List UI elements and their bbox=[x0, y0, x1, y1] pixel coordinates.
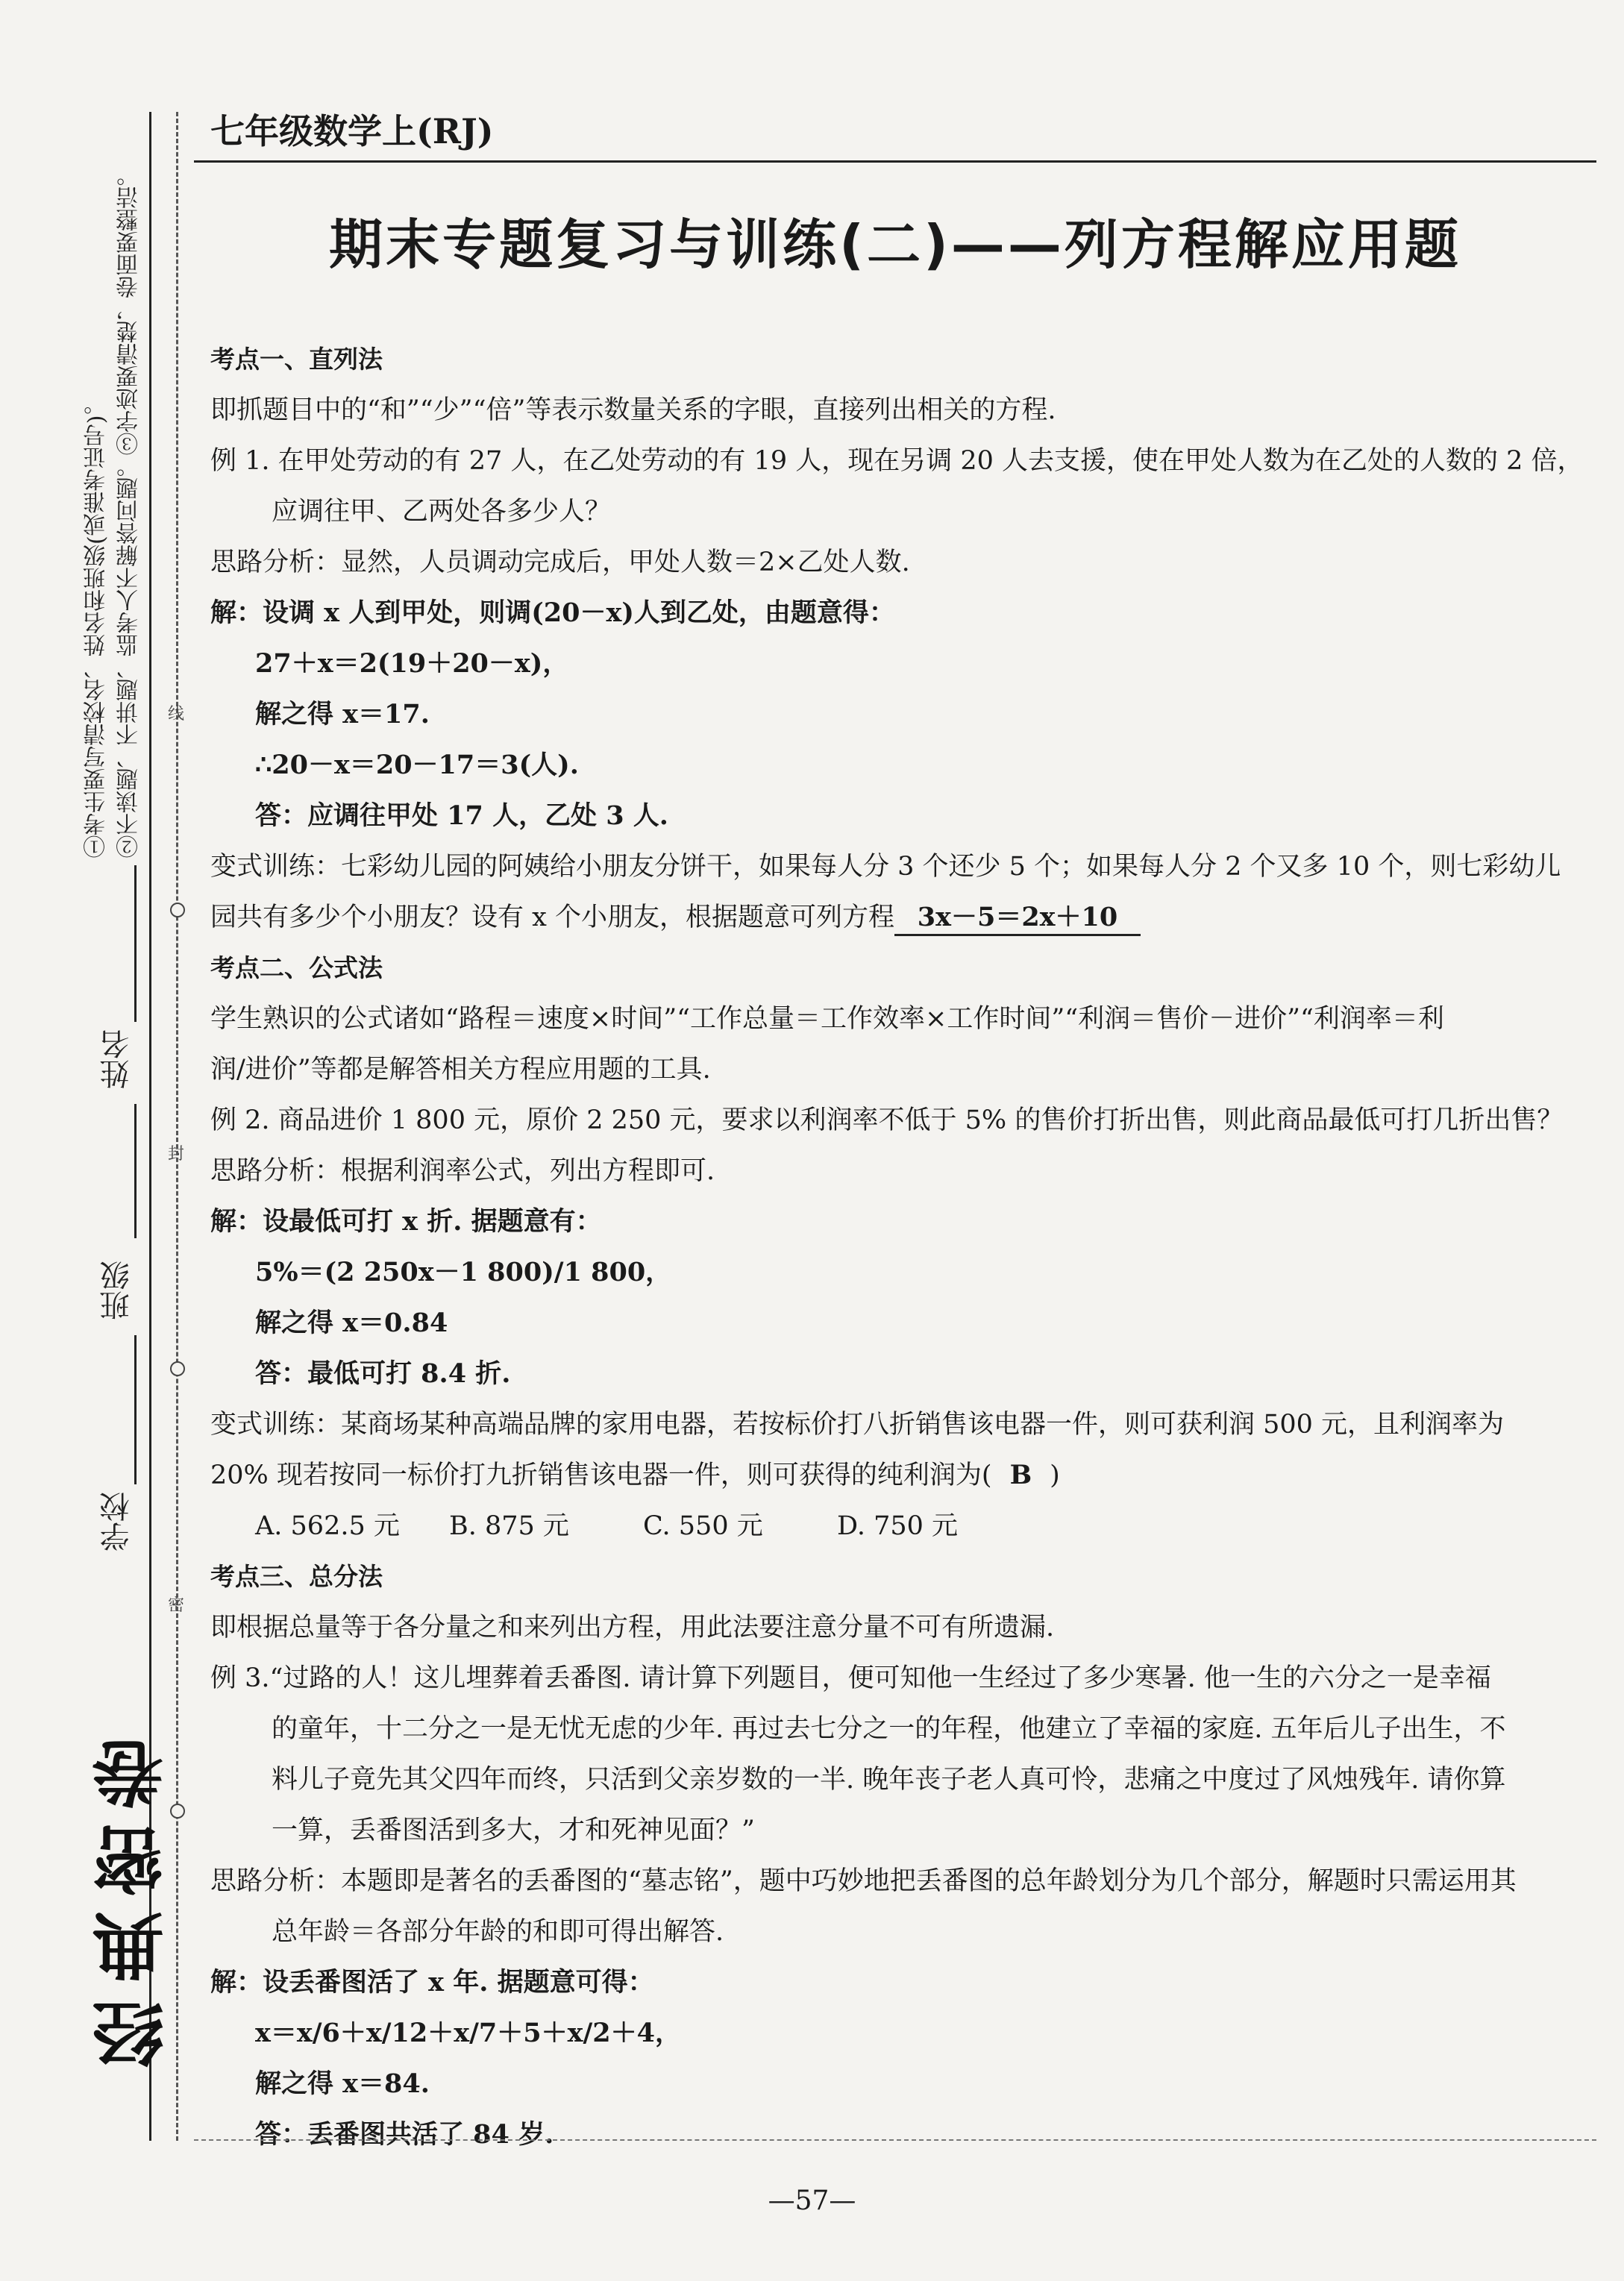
marker-mi: 密 bbox=[168, 1596, 185, 1615]
section-heading: 考点一、直列法 bbox=[210, 345, 383, 374]
text-line: 例 3.“过路的人！这儿埋葬着丢番图. 请计算下列题目，便可知他一生经过了多少寒暑. 他一生的六分之一是幸福 bbox=[210, 1663, 1491, 1693]
text-line: 解：设丢番图活了 x 年. 据题意可得： bbox=[210, 1967, 654, 1998]
brand-logo-text: 经典密卷 bbox=[91, 1723, 175, 2069]
text-line: 的童年，十二分之一是无忧无虑的少年. 再过去七分之一的年程，他建立了幸福的家庭. 五年后儿子出生，不 bbox=[272, 1714, 1506, 1744]
binding-dot bbox=[170, 1361, 185, 1376]
choice-answer: B bbox=[1009, 1460, 1032, 1490]
exam-notice-1: ①考生要写清校名、姓名和班级(或准考证号)。 bbox=[84, 392, 110, 858]
answer-choices bbox=[210, 1501, 1590, 1551]
text-line: 5%＝(2 250x－1 800)/1 800， bbox=[255, 1257, 672, 1287]
choice-option: B. 875 元 bbox=[449, 1511, 569, 1541]
class-label: 班级 bbox=[100, 1261, 134, 1320]
name-field-line bbox=[134, 865, 137, 1022]
text-line: 解之得 x＝0.84 bbox=[255, 1308, 448, 1338]
marker-xian: 线 bbox=[168, 705, 185, 724]
text-line: 思路分析：本题即是著名的丢番图的“墓志铭”，题中巧妙地把丢番图的总年龄划分为几个部分，解题时只需运用其 bbox=[210, 1866, 1517, 1896]
text-line-with-blank bbox=[210, 892, 1590, 943]
page-number: —57— bbox=[768, 2186, 856, 2216]
text-line: 变式训练：某商场某种高端品牌的家用电器，若按标价打八折销售该电器一件，则可获利润 500 元，且利润率为 bbox=[210, 1410, 1505, 1440]
text-line: 变式训练：七彩幼儿园的阿姨给小朋友分饼干，如果每人分 3 个还少 5 个；如果每人分 2 个又多 10 个，则七彩幼儿 bbox=[210, 852, 1561, 882]
text-line: ∴20－x＝20－17＝3(人). bbox=[255, 750, 579, 780]
text-line: 解：设最低可打 x 折. 据题意有： bbox=[210, 1206, 602, 1237]
header-rule bbox=[194, 160, 1596, 163]
text-line: 料儿子竟先其父四年而终，只活到父亲岁数的一半. 晚年丧子老人真可怜，悲痛之中度过了风烛残年. 请你算 bbox=[272, 1765, 1506, 1795]
text-line: x＝x/6＋x/12＋x/7＋5＋x/2＋4， bbox=[255, 2018, 681, 2048]
choice-option: A. 562.5 元 bbox=[255, 1511, 400, 1541]
line-text: 园共有多少个小朋友？设有 x 个小朋友，根据题意可列方程 bbox=[210, 903, 894, 932]
marker-feng: 封 bbox=[168, 1145, 185, 1164]
text-line: 例 1. 在甲处劳动的有 27 人，在乙处劳动的有 19 人，现在另调 20 人去支援，使在甲处人数为在乙处的人数的 2 倍， bbox=[210, 446, 1584, 476]
text-line: 解：设调 x 人到甲处，则调(20－x)人到乙处，由题意得： bbox=[210, 597, 895, 628]
bottom-rule bbox=[194, 2139, 1596, 2141]
text-line: 学生熟识的公式诸如“路程＝速度×时间”“工作总量＝工作效率×工作时间”“利润＝售价－进价”“利润率＝利 bbox=[210, 1004, 1444, 1034]
text-line: 一算，丢番图活到多大，才和死神见面？” bbox=[272, 1816, 755, 1845]
choice-option: D. 750 元 bbox=[837, 1511, 958, 1541]
text-line: 答：应调往甲处 17 人，乙处 3 人. bbox=[255, 800, 668, 831]
text-line: 答：丢番图共活了 84 岁. bbox=[255, 2119, 554, 2150]
text-line: 思路分析：根据利润率公式，列出方程即可. bbox=[210, 1156, 715, 1186]
text-line: 润/进价”等都是解答相关方程应用题的工具. bbox=[210, 1055, 711, 1085]
text-line: 应调往甲、乙两处各多少人？ bbox=[272, 497, 612, 527]
main-content bbox=[210, 334, 1590, 2160]
text-line: 解之得 x＝84. bbox=[255, 2068, 430, 2099]
text-line: 思路分析：显然，人员调动完成后，甲处人数＝2×乙处人数. bbox=[210, 547, 910, 577]
grade-header: 七年级数学上(RJ) bbox=[210, 111, 494, 151]
answer-blank: 3x－5＝2x＋10 bbox=[894, 901, 1141, 936]
choice-option: C. 550 元 bbox=[643, 1511, 763, 1541]
text-line: 解之得 x＝17. bbox=[255, 699, 430, 730]
binding-margin bbox=[0, 0, 185, 2281]
name-label: 姓名 bbox=[100, 1029, 134, 1089]
text-line: 即根据总量等于各分量之和来列出方程，用此法要注意分量不可有所遗漏. bbox=[210, 1613, 1055, 1642]
text-line: 总年龄＝各部分年龄的和即可得出解答. bbox=[272, 1917, 724, 1947]
text-line: 答：最低可打 8.4 折. bbox=[255, 1358, 511, 1389]
class-field-line bbox=[134, 1335, 137, 1484]
text-line: 即抓题目中的“和”“少”“倍”等表示数量关系的字眼，直接列出相关的方程. bbox=[210, 395, 1056, 425]
closing-paren: ) bbox=[1050, 1460, 1060, 1490]
page-title: 期末专题复习与训练(二)——列方程解应用题 bbox=[329, 213, 1461, 276]
line-text: 20% 现若按同一标价打九折销售该电器一件，则可获得的纯利润为( bbox=[210, 1460, 992, 1490]
text-line: 例 2. 商品进价 1 800 元，原价 2 250 元，要求以利润率不低于 5% 的售价打折出售，则此商品最低可打几折出售？ bbox=[210, 1105, 1564, 1135]
text-line-with-choice-answer bbox=[210, 1450, 1590, 1501]
school-label: 学校 bbox=[100, 1492, 134, 1551]
text-line: 27＋x＝2(19＋20－x)， bbox=[255, 648, 569, 679]
section-heading: 考点三、总分法 bbox=[210, 1562, 383, 1591]
binding-dot bbox=[170, 903, 185, 917]
section-heading: 考点二、公式法 bbox=[210, 953, 383, 982]
exam-notice-2: ②不读题、不讲题、监考人不解答问题。③字迹要清楚，卷面要整洁。 bbox=[116, 164, 142, 858]
name-field-line-2 bbox=[134, 1104, 137, 1238]
